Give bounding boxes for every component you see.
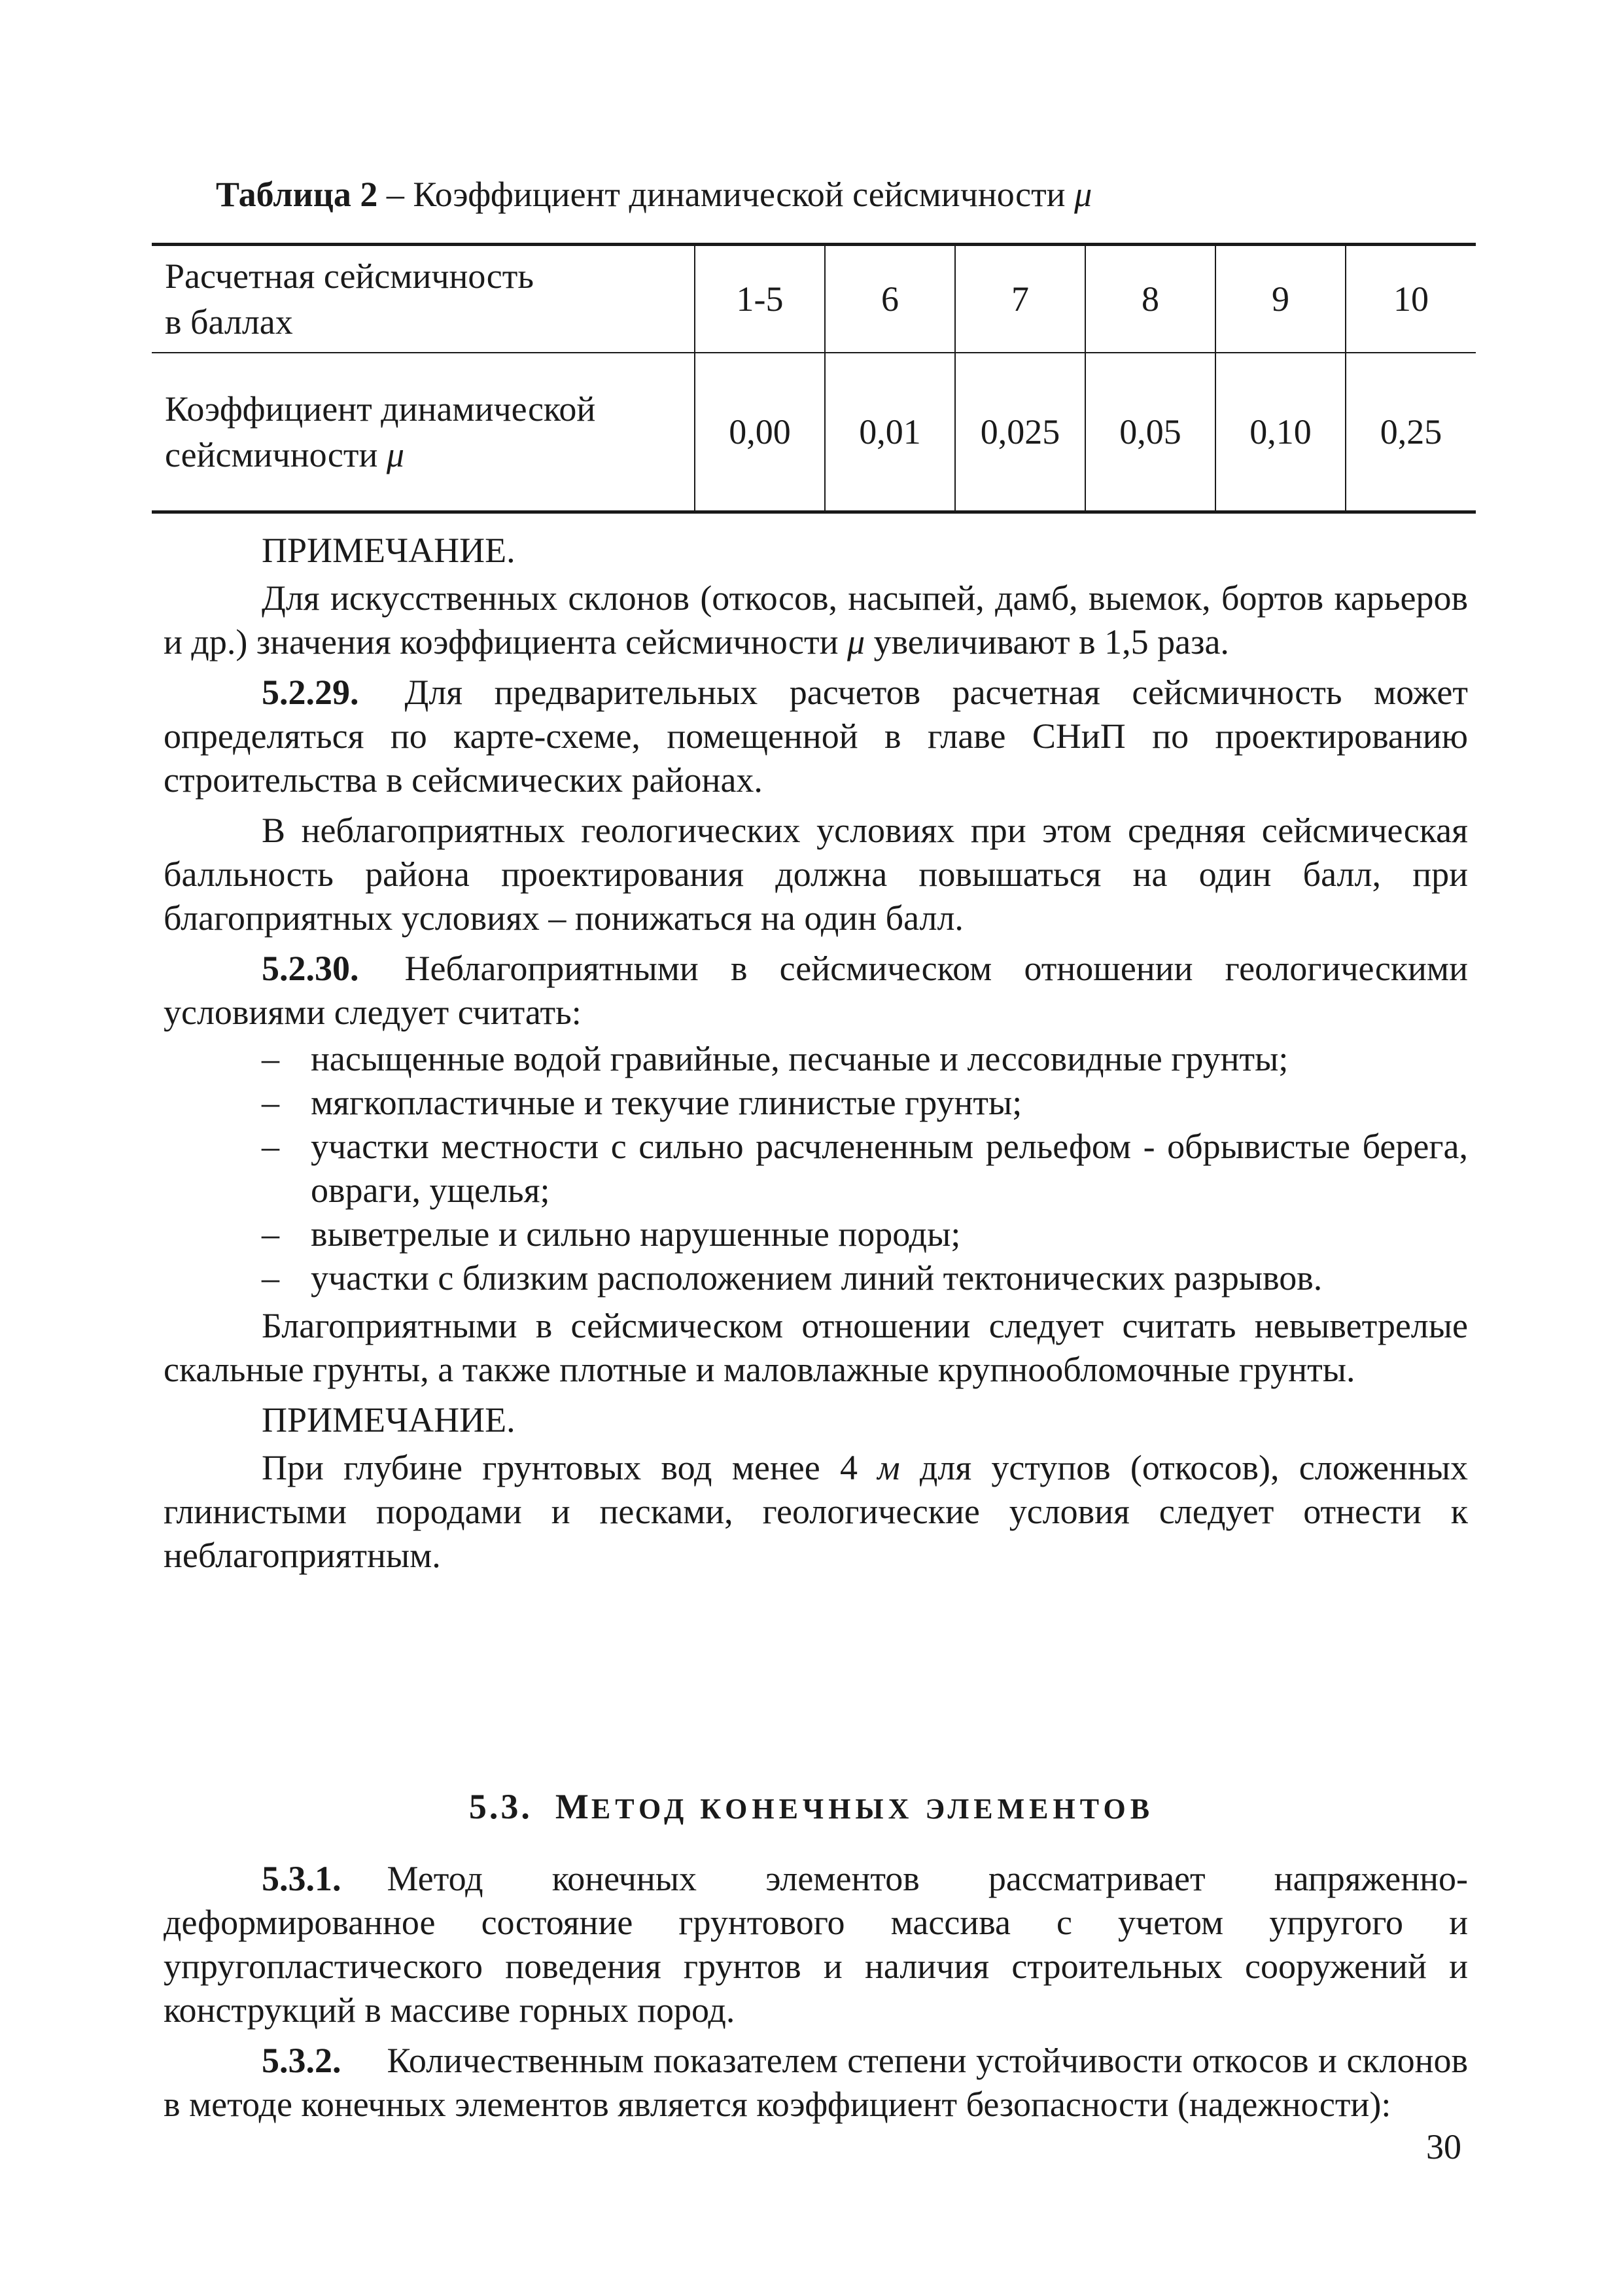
list-item-text: участки с близким расположением линий тектонических разрывов.	[311, 1258, 1323, 1298]
table-cell: 9	[1215, 245, 1346, 353]
list-item-text: насыщенные водой гравийные, песчаные и лессовидные грунты;	[311, 1039, 1289, 1078]
paragraph-5-3-1	[164, 1857, 1468, 2032]
text-run: увеличивают в 1,5 раза.	[865, 622, 1229, 662]
list-item	[164, 1256, 1468, 1300]
paragraph-5-2-29	[164, 671, 1468, 802]
table-caption-text: – Коэффициент динамической сейсмичности	[377, 175, 1075, 214]
mu-symbol: μ	[847, 622, 865, 662]
table-cell: 10	[1346, 245, 1476, 353]
condition-list	[164, 1037, 1468, 1300]
table-caption-symbol: μ	[1074, 175, 1092, 214]
body-text-section-5-3	[164, 1857, 1468, 2133]
text-run: При глубине грунтовых вод менее 4	[262, 1448, 878, 1487]
page-number: 30	[1426, 2127, 1461, 2166]
paragraph: Благоприятными в сейсмическом отношении следует считать невыветрелые скальные грунты, а также плотные и маловлажные крупнообломочные грунты.	[164, 1306, 1468, 1389]
note-paragraph	[164, 1446, 1468, 1578]
list-item	[164, 1212, 1468, 1256]
section-title: ЕТОД КОНЕЧНЫХ ЭЛЕМЕНТОВ	[591, 1793, 1155, 1825]
table-row-header	[152, 245, 695, 353]
list-item	[164, 1037, 1468, 1081]
text-run: для уступов (откосов), сложенных глинистыми породами и песками, геологические условия следует отнести к неблагоприятным.	[164, 1448, 1468, 1575]
row-header-symbol: μ	[386, 435, 405, 474]
table-cell: 0,25	[1346, 353, 1476, 512]
section-title-initial: М	[555, 1787, 591, 1826]
section-number: 5.3.	[468, 1787, 532, 1826]
table-cell: 0,10	[1215, 353, 1346, 512]
clause-number: 5.2.30.	[262, 949, 359, 988]
list-item-text: мягкопластичные и текучие глинистые грунты;	[311, 1083, 1022, 1122]
note-paragraph	[164, 576, 1468, 664]
table-cell: 1-5	[695, 245, 825, 353]
row-header-line: в баллах	[165, 302, 293, 342]
table-caption-label: Таблица 2	[216, 175, 378, 214]
dash-marker: –	[262, 1127, 279, 1166]
table-cell: 0,025	[955, 353, 1085, 512]
dash-marker: –	[262, 1258, 279, 1298]
clause-number: 5.3.1.	[262, 1859, 341, 1898]
section-heading	[0, 1786, 1623, 1827]
list-item	[164, 1125, 1468, 1212]
table-row	[152, 245, 1476, 353]
table-row-header	[152, 353, 695, 512]
dash-marker: –	[262, 1214, 279, 1254]
row-header-line: сейсмичности	[165, 435, 387, 474]
dash-marker: –	[262, 1083, 279, 1122]
table-cell: 0,05	[1085, 353, 1215, 512]
list-item	[164, 1081, 1468, 1125]
paragraph: В неблагоприятных геологических условиях при этом средняя сейсмическая балльность района проектирования должна повышаться на один балл, при благоприятных условиях – понижаться на один балл.	[164, 811, 1468, 938]
table-row	[152, 353, 1476, 512]
paragraph-5-2-30	[164, 947, 1468, 1034]
table-cell: 0,01	[825, 353, 955, 512]
clause-number: 5.3.2.	[262, 2041, 341, 2080]
unit-symbol: м	[877, 1448, 900, 1487]
table-cell: 8	[1085, 245, 1215, 353]
body-text	[164, 529, 1468, 1584]
clause-number: 5.2.29.	[262, 673, 359, 712]
list-item-text: выветрелые и сильно нарушенные породы;	[311, 1214, 961, 1254]
clause-text: Неблагоприятными в сейсмическом отношении геологическими условиями следует считать:	[164, 949, 1468, 1032]
note-title: ПРИМЕЧАНИЕ.	[262, 1400, 515, 1439]
row-header-line: Коэффициент динамической	[165, 389, 596, 429]
table-cell: 6	[825, 245, 955, 353]
row-header-line: Расчетная сейсмичность	[165, 256, 534, 296]
dash-marker: –	[262, 1039, 279, 1078]
clause-text: Метод конечных элементов рассматривает напряженно-деформированное состояние грунтового массива с учетом упругого и упругопластического поведения грунтов и наличия строительных сооружений и конструкций в массиве горных пород.	[164, 1859, 1468, 2030]
clause-text: Количественным показателем степени устойчивости откосов и склонов в методе конечных элементов является коэффициент безопасности (надежности):	[164, 2041, 1468, 2124]
table-caption	[216, 171, 1092, 217]
clause-text: Для предварительных расчетов расчетная сейсмичность может определяться по карте-схеме, помещенной в главе СНиП по проектированию строительства в сейсмических районах.	[164, 673, 1468, 800]
paragraph-5-3-2	[164, 2039, 1468, 2127]
note-title: ПРИМЕЧАНИЕ.	[262, 531, 515, 570]
table-cell: 0,00	[695, 353, 825, 512]
table-cell: 7	[955, 245, 1085, 353]
text-run: Для искусственных склонов (откосов, насыпей, дамб, выемок, бортов карьеров и др.) значения коэффициента сейсмичности	[164, 578, 1468, 662]
list-item-text: участки местности с сильно расчлененным рельефом - обрывистые берега, овраги, ущелья;	[311, 1127, 1468, 1210]
seismic-coefficient-table	[152, 243, 1476, 514]
